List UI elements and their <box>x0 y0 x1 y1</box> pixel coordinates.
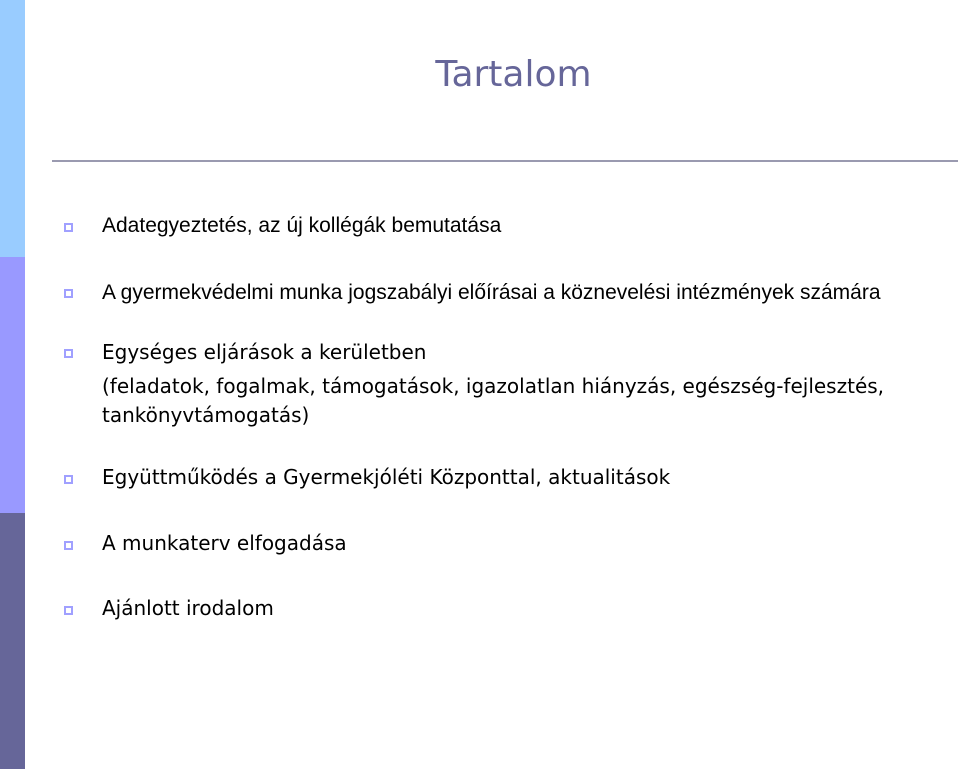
bullet-icon <box>64 541 73 550</box>
side-bar-bottom <box>0 513 25 769</box>
slide-title: Tartalom <box>435 54 592 95</box>
bullet-icon <box>64 223 73 232</box>
side-bar-top <box>0 0 25 257</box>
bullet-icon <box>64 475 73 484</box>
list-item: Együttműködés a Gyermekjóléti Központtal, aktualitások <box>102 465 671 489</box>
bullet-icon <box>64 349 73 358</box>
list-item: A munkaterv elfogadása <box>102 531 347 555</box>
list-item: Egységes eljárások a kerületben <box>102 340 427 364</box>
bullet-icon <box>64 289 73 298</box>
bullet-icon <box>64 606 73 615</box>
list-item: Ajánlott irodalom <box>102 596 274 620</box>
list-item: A gyermekvédelmi munka jogszabályi előírásai a köznevelési intézmények számára <box>102 281 881 304</box>
title-divider <box>52 160 958 162</box>
sub-note: (feladatok, fogalmak, támogatások, igazolatlan hiányzás, egészség-fejlesztés, tankönyvtámogatás) <box>102 374 885 427</box>
list-item: Adategyeztetés, az új kollégák bemutatása <box>102 214 502 237</box>
side-bar-middle <box>0 257 25 513</box>
